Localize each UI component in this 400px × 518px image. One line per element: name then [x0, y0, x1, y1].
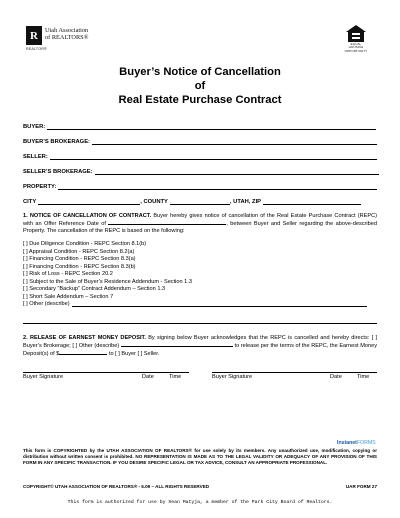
buyer1-time-label: Time [169, 374, 182, 380]
instanet-forms-wordmark: FORMS [356, 440, 376, 446]
city-label: CITY [23, 199, 37, 205]
sellers-brokerage-label: SELLER’S BROKERAGE: [23, 169, 93, 175]
buyers-brokerage-input[interactable] [92, 139, 377, 145]
buyer2-signature-line[interactable] [212, 372, 377, 373]
release-other-input[interactable] [121, 342, 233, 347]
property-input[interactable] [58, 184, 377, 190]
zip-label: , UTAH, ZIP [229, 199, 262, 205]
reason-option[interactable]: [ ] Appraisal Condition - REPC Section 8.2(a) [23, 248, 135, 255]
buyers-brokerage-field [23, 139, 377, 145]
buyer2-time-label: Time [357, 374, 370, 380]
reason-option[interactable]: [ ] Due Diligence Condition - REPC Section 8.1(b) [23, 241, 147, 247]
reason-option[interactable]: [ ] Risk of Loss - REPC Section 20.2 [23, 271, 113, 277]
city-county-zip-field [23, 199, 361, 205]
section-1-text-a: Buyer hereby gives notice of cancellation of the Real Estate Purchase Contract (REPC) with an Offer Reference Date of [23, 213, 377, 228]
reason-option[interactable]: [ ] Other (describe) [23, 301, 70, 307]
city-input[interactable] [38, 199, 140, 205]
offer-reference-date-input[interactable] [108, 220, 226, 225]
section-1-paragraph [23, 213, 377, 236]
copyright-text: COPYRIGHT© UTAH ASSOCIATION OF REALTORS® - 5.09 – ALL RIGHTS RESERVED [23, 484, 210, 489]
realtor-r-icon: R [26, 26, 42, 45]
eho-caption: EQUAL HOUSING OPPORTUNITY [344, 42, 368, 53]
reason-option[interactable]: [ ] Subject to the Sale of Buyer’s Residence Addendum - Section 1.3 [23, 278, 192, 285]
zip-input[interactable] [263, 199, 361, 205]
buyer1-date-label: Date [142, 374, 154, 380]
buyer-label: BUYER: [23, 124, 46, 130]
buyer2-signature-label: Buyer Signature [212, 374, 253, 380]
seller-input[interactable] [50, 154, 377, 160]
reason-option[interactable]: [ ] Financing Condition - REPC Section 8.3(a) [23, 256, 136, 262]
org-name-line1: Utah Association [45, 27, 89, 34]
buyer2-date-label: Date [330, 374, 342, 380]
section-2-text-c: to [ ] Buyer [ ] Seller. [108, 351, 160, 358]
section-2-text-b: to release per the terms of the REPC, the Earnest Money Deposit(s) of $ [23, 343, 378, 358]
buyers-brokerage-label: BUYER’S BROKERAGE: [23, 139, 90, 145]
buyer1-signature-line[interactable] [23, 372, 189, 373]
buyer-input[interactable] [47, 124, 376, 130]
seller-field [23, 154, 377, 160]
instanet-logo [337, 440, 376, 446]
equal-housing-icon [346, 25, 366, 42]
reason-option[interactable]: [ ] Financing Condition - REPC Section 8.3(b) [23, 263, 136, 270]
section-2-text-a: By signing below Buyer acknowledges that the REPC is cancelled and hereby directs: [ ] Buyer’s Brokerage; [ ] Other (describe) [23, 335, 377, 350]
section-1-heading: 1. NOTICE OF CANCELLATION OF CONTRACT. [23, 213, 152, 219]
org-name [45, 26, 88, 41]
section-2-heading: 2. RELEASE OF EARNEST MONEY DEPOSIT. [23, 335, 146, 341]
form-title-line2: of [194, 80, 206, 92]
property-field [23, 184, 377, 190]
form-number: UAR FORM 27 [345, 484, 377, 489]
buyer-field [23, 124, 376, 130]
earnest-money-amount-input[interactable] [59, 350, 107, 355]
seller-label: SELLER: [23, 154, 48, 160]
county-input[interactable] [170, 199, 230, 205]
other-describe-line-2[interactable] [23, 323, 377, 324]
cancellation-reasons-list [23, 241, 367, 309]
copyright-disclaimer: This form is COPYRIGHTED by the UTAH ASSOCIATION OF REALTORS® for use solely by its members. Any unauthorized use, modification, copying or distribution without written consent is prohibited. NO REPRESENTATION IS MADE AS TO THE LEGAL VALIDITY OR ADEQUACY OF ANY PROVISION OF THIS FORM IN ANY SPECIFIC TRANSACTION. IF YOU DESIRE SPECIFIC LEGAL OR TAX ADVICE, CONSULT AN APPROPRIATE PROFESSIONAL. [23, 448, 377, 465]
section-1-text-b: , between Buyer and Seller regarding the above-described Property. The cancellation of the REPC is based on the following: [23, 221, 377, 235]
other-describe-input[interactable] [72, 302, 367, 307]
authorized-use-note: This form is authorized for use by Sean Matyja, a member of the Park City Board of Realtors. [67, 500, 333, 505]
realtor-mark: REALTOR® [26, 47, 47, 51]
instanet-wordmark: Instanet [337, 440, 357, 446]
equal-housing-logo [343, 25, 369, 53]
copyright-line [23, 484, 377, 489]
form-title-line3: Real Estate Purchase Contract [118, 94, 282, 106]
sellers-brokerage-field [23, 169, 379, 175]
reason-option[interactable]: [ ] Secondary “Backup” Contract Addendum – Section 1.3 [23, 286, 166, 292]
buyer1-signature-label: Buyer Signature [23, 374, 64, 380]
property-label: PROPERTY: [23, 184, 57, 190]
form-title-line1: Buyer’s Notice of Cancellation [119, 66, 281, 78]
sellers-brokerage-input[interactable] [95, 169, 379, 175]
org-name-line2: of REALTORS® [45, 34, 89, 41]
reason-option[interactable]: [ ] Short Sale Addendum – Section 7 [23, 293, 114, 300]
uar-logo [26, 26, 88, 45]
reason-option-other [23, 301, 367, 309]
county-label: , COUNTY [140, 199, 168, 205]
section-2-paragraph [23, 335, 377, 359]
